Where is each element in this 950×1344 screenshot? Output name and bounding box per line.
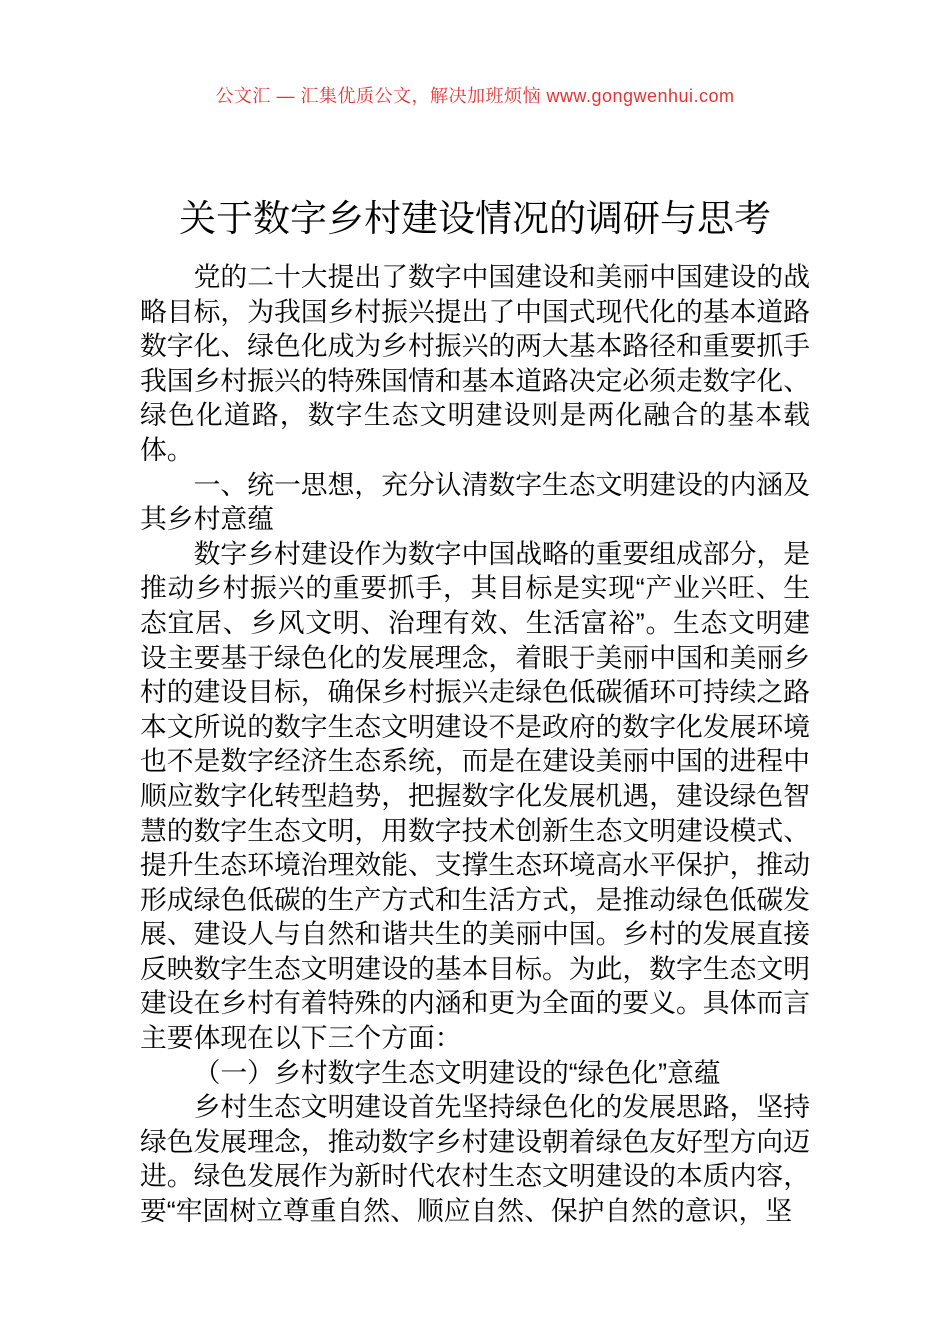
document-title: 关于数字乡村建设情况的调研与思考 (179, 197, 771, 239)
section-heading-1: 一、统一思想，充分认清数字生态文明建设的内涵及其乡村意蕴 (140, 469, 810, 535)
paragraph-section-1: 数字乡村建设作为数字中国战略的重要组成部分，是推动乡村振兴的重要抓手，其目标是实现“产业兴旺、生态宜居、乡风文明、治理有效、生活富裕”。生态文明建设主要基于绿色化的发展理念，着眼于美丽中国和美丽乡村的建设目标，确保乡村振兴走绿色低碳循环可持续之路本文所说的数字生态文明建设不是政府的数字化发展环境也不是数字经济生态系统，而是在建设美丽中国的进程中顺应数字化转型趋势，把握数字化发展机遇，建设绿色智慧的数字生态文明，用数字技术创新生态文明建设模式、提升生态环境治理效能、支撑生态环境高水平保护，推动形成绿色低碳的生产方式和生活方式，是推动绿色低碳发展、建设人与自然和谐共生的美丽中国。乡村的发展直接反映数字生态文明建设的基本目标。为此，数字生态文明建设在乡村有着特殊的内涵和更为全面的要义。具体而言主要体现在以下三个方面： (140, 538, 810, 1054)
document-body (140, 260, 810, 1229)
site-watermark-banner: 公文汇 — 汇集优质公文，解决加班烦恼 www.gongwenhui.com (215, 86, 735, 106)
paragraph-intro: 党的二十大提出了数字中国建设和美丽中国建设的战略目标，为我国乡村振兴提出了中国式现代化的基本道路数字化、绿色化成为乡村振兴的两大基本路径和重要抓手我国乡村振兴的特殊国情和基本道路决定必须走数字化、绿色化道路，数字生态文明建设则是两化融合的基本载体。 (140, 262, 810, 465)
subsection-heading-1-1: （一）乡村数字生态文明建设的“绿色化”意蕴 (193, 1057, 721, 1088)
paragraph-subsection-1-1: 乡村生态文明建设首先坚持绿色化的发展思路，坚持绿色发展理念，推动数字乡村建设朝着绿色友好型方向迈进。绿色发展作为新时代农村生态文明建设的本质内容，要“牢固树立尊重自然、顺应自然、保护自然的意识，坚 (140, 1092, 810, 1227)
